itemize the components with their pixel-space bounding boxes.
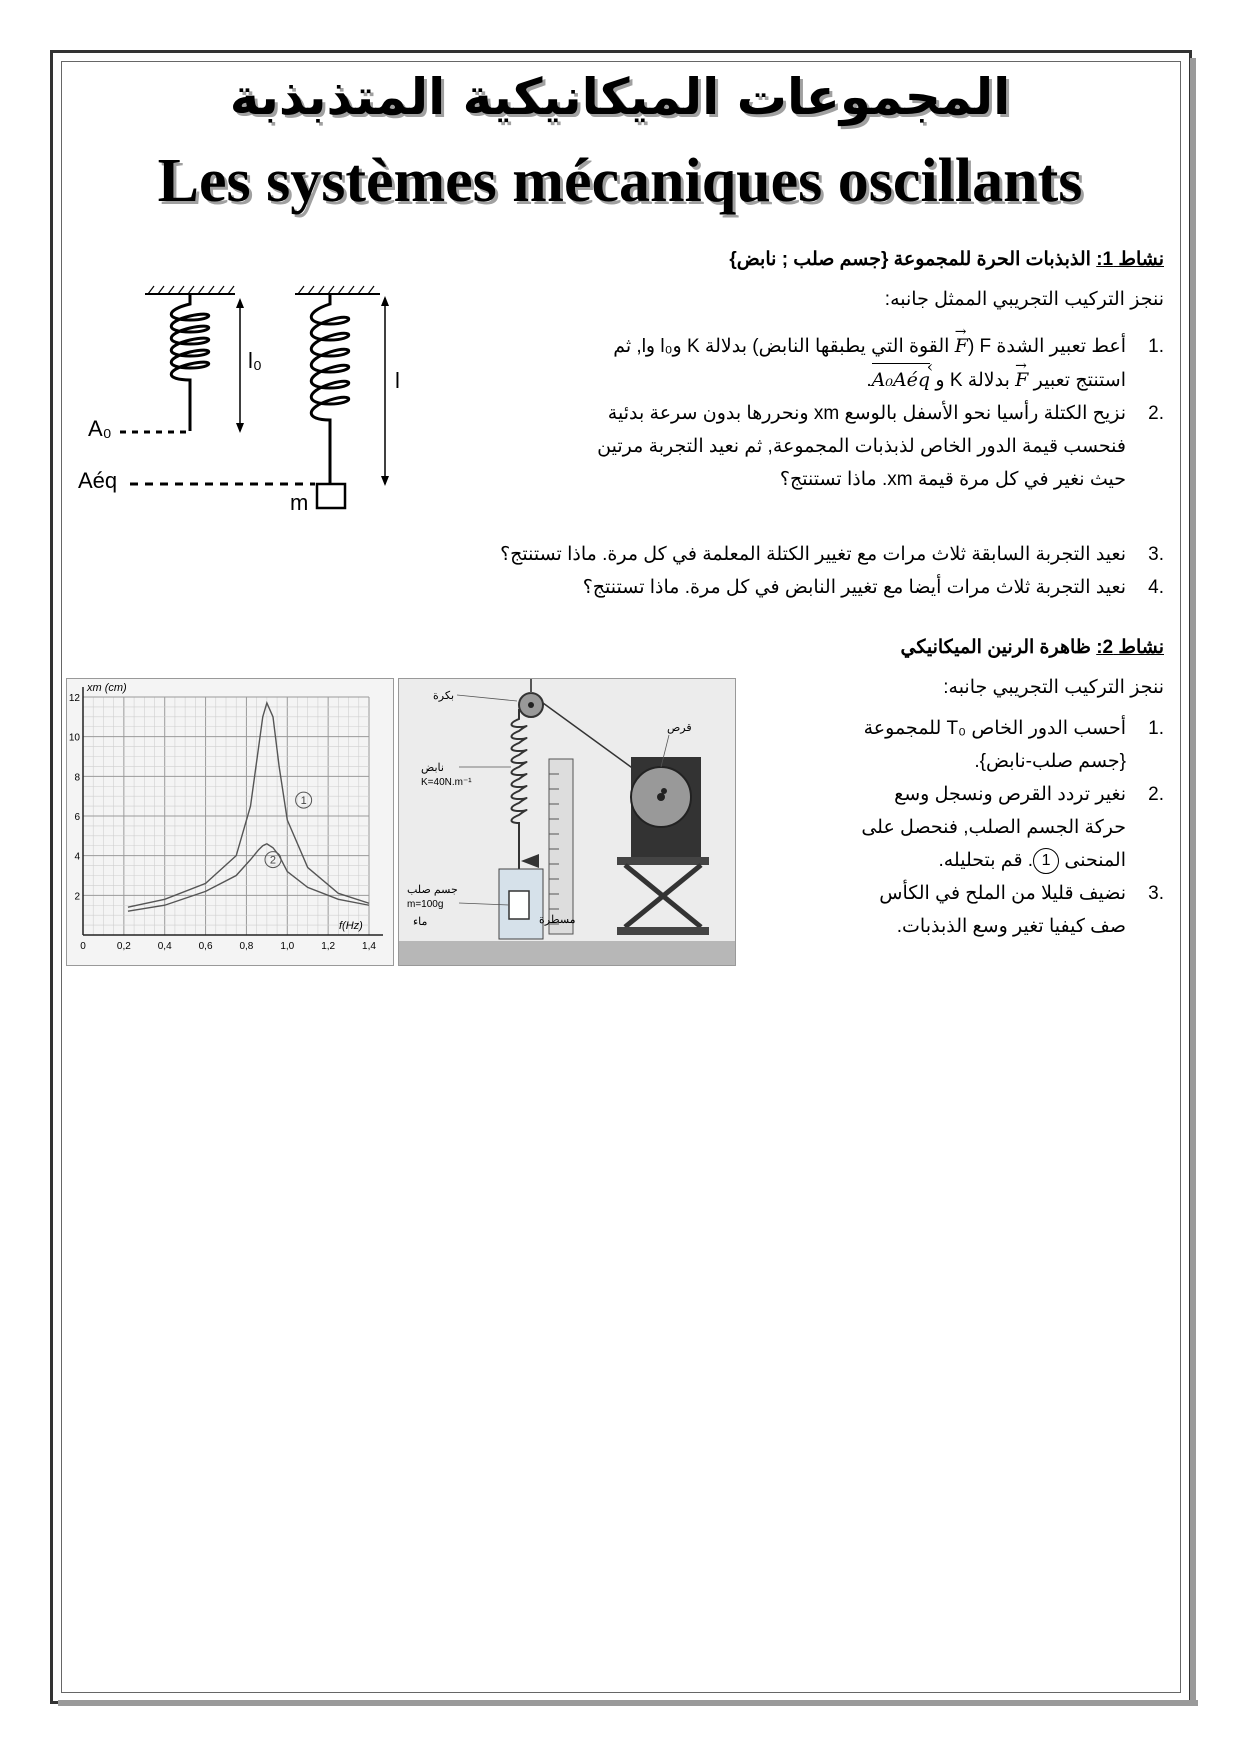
activity2-intro: ننجز التركيب التجريبي جانبه: (943, 677, 1164, 698)
activity1-item-4 (264, 571, 1164, 604)
x-tick-label: 0,2 (116, 941, 131, 952)
series-label-1: 1 (300, 795, 307, 808)
series-line-2 (128, 844, 369, 911)
spring-left (171, 294, 209, 431)
activity1-list (484, 330, 1164, 496)
x-tick-label: 1,0 (280, 941, 295, 952)
activity2-item-3 (824, 877, 1164, 943)
activity1-item-1: 1. أعط تعبير الشدة F (→ F القوة التي يطبقها النابض) بدلالة K وl₀ وl, ثم استنتج تعبير → F بدلالة K و A₀Aéq ›. (484, 330, 1164, 397)
y-tick-label: 4 (74, 851, 80, 863)
activity2-item-2 (824, 778, 1164, 877)
item1-text-c: استنتج تعبير (1033, 370, 1126, 391)
vector-f: → F (955, 330, 968, 363)
x-tick-label: 0 (80, 941, 86, 952)
x-tick-label: 0,4 (157, 941, 172, 952)
spring-figure (70, 276, 420, 516)
resonance-chart (67, 679, 393, 965)
activity2-heading (901, 636, 1164, 659)
ruler (549, 759, 573, 934)
activity2-label: نشاط 2: (1096, 637, 1164, 658)
item1-text-d: بدلالة K و (935, 370, 1010, 391)
chart-series (128, 703, 369, 911)
a2-item3-line-2: صف كيفيا تغير وسع الذبذبات. (896, 916, 1126, 937)
activity1-title: الذبذبات الحرة للمجموعة {جسم صلب ; نابض} (729, 249, 1091, 270)
mass-block (317, 484, 345, 508)
activity2-title: ظاهرة الرنين الميكانيكي (900, 637, 1091, 658)
item2-line-3: حيث نغير في كل مرة قيمة xm. ماذا تستنتج؟ (779, 469, 1126, 490)
label-ruler: مسطرة (539, 914, 576, 926)
chart-axes (83, 687, 383, 935)
y-tick-label: 6 (74, 812, 80, 823)
spring-right (311, 294, 349, 484)
frame-shadow-right (1190, 58, 1196, 1706)
activity1-heading (729, 248, 1164, 271)
label-aeq: Aéq (78, 468, 118, 493)
item1-text-b: القوة التي يطبقها النابض) بدلالة K وl₀ وl, ثم (613, 336, 950, 357)
solid-body (509, 891, 529, 919)
activity2-item-1 (824, 712, 1164, 778)
y-tick-label: 8 (74, 772, 80, 784)
chart-y-label: xm (cm) (87, 682, 127, 694)
activity1-item-3 (264, 538, 1164, 571)
a2-item1-line-1: أحسب الدور الخاص T₀ للمجموعة (863, 718, 1126, 739)
a2-item2-line-2: حركة الجسم الصلب, فنحصل على (861, 817, 1126, 838)
a2-item2-line-3b: . قم بتحليله. (938, 850, 1034, 871)
label-l: l (395, 368, 400, 393)
chart-ticks (69, 693, 377, 952)
vector-f-2: → F (1015, 364, 1028, 397)
y-tick-label: 2 (74, 891, 80, 903)
apparatus-photo (398, 678, 736, 966)
label-spring: نابض (421, 762, 444, 774)
item1-end: . (866, 370, 872, 391)
item-number: 3. (1148, 883, 1164, 904)
label-mass: m=100g (407, 899, 444, 910)
item-number: 1. (1148, 718, 1164, 739)
item1-text-a: أعط تعبير الشدة F (979, 336, 1126, 357)
spring-apparatus (512, 709, 527, 891)
label-spring-k: K=40N.m⁻¹ (421, 777, 472, 788)
x-tick-label: 1,4 (362, 941, 376, 952)
item-number: 2. (1148, 403, 1164, 424)
x-tick-label: 1,2 (321, 941, 336, 952)
item4-text: نعيد التجربة ثلاث مرات أيضا مع تغيير النابض في كل مرة. ماذا تستنتج؟ (582, 577, 1126, 598)
item-number: 2. (1148, 784, 1164, 805)
item-number: 1. (1148, 336, 1164, 357)
x-tick-label: 0,8 (239, 941, 254, 952)
label-a0: A₀ (88, 416, 112, 441)
item2-line-2: فنحسب قيمة الدور الخاص لذبذبات المجموعة, ثم نعيد التجربة مرتين (597, 436, 1126, 457)
item-number: 3. (1148, 544, 1164, 565)
table-surface (399, 941, 735, 965)
activity1-item-2 (484, 397, 1164, 496)
y-tick-label: 10 (68, 732, 80, 744)
activity1-intro: ننجز التركيب التجريبي الممثل جانبه: (884, 289, 1164, 310)
x-tick-label: 0,6 (198, 941, 213, 952)
curve-number-circle: 1 (1033, 848, 1059, 874)
y-tick-label: 12 (68, 693, 80, 704)
frame-shadow-bottom (58, 1700, 1198, 1706)
label-m: m (290, 490, 309, 515)
ceiling-hatch-left (148, 286, 234, 294)
label-water: ماء (413, 916, 428, 928)
item2-line-1: نزيح الكتلة رأسيا نحو الأسفل بالوسع xm ونحررها بدون سرعة بدئية (607, 403, 1126, 424)
activity2-list (824, 712, 1164, 943)
label-l0: l₀ (248, 348, 263, 373)
vector-a0aeq: A₀Aéq › (872, 363, 930, 397)
a2-item2-line-3a: المنحنى (1064, 850, 1126, 871)
a2-item2-line-1: نغير تردد القرص ونسجل وسع (894, 784, 1126, 805)
item-number: 4. (1148, 577, 1164, 598)
title-arabic: المجموعات الميكانيكية المتذبذبة (229, 68, 1011, 126)
series-line-1 (128, 703, 369, 907)
label-body: جسم صلب (407, 884, 458, 896)
label-disc: قرص (667, 722, 692, 734)
title-french: Les systèmes mécaniques oscillants (157, 147, 1083, 215)
ceiling-hatch-right (298, 286, 374, 294)
scissor-lift (625, 865, 701, 927)
chart-grid (83, 697, 369, 935)
apparatus-drawing (399, 679, 735, 965)
activity1-list-2 (264, 538, 1164, 604)
a2-item3-line-1: نضيف قليلا من الملح في الكأس (879, 883, 1126, 904)
resonance-chart-frame (66, 678, 394, 966)
activity1-label: نشاط 1: (1096, 249, 1164, 270)
label-pulley: بكرة (433, 690, 454, 702)
a2-item1-line-2: {جسم صلب-نابض}. (974, 751, 1126, 772)
item3-text: نعيد التجربة السابقة ثلاث مرات مع تغيير الكتلة المعلمة في كل مرة. ماذا تستنتج؟ (500, 544, 1126, 565)
series-label-2: 2 (269, 854, 277, 867)
chart-x-label: f(Hz) (339, 920, 363, 932)
